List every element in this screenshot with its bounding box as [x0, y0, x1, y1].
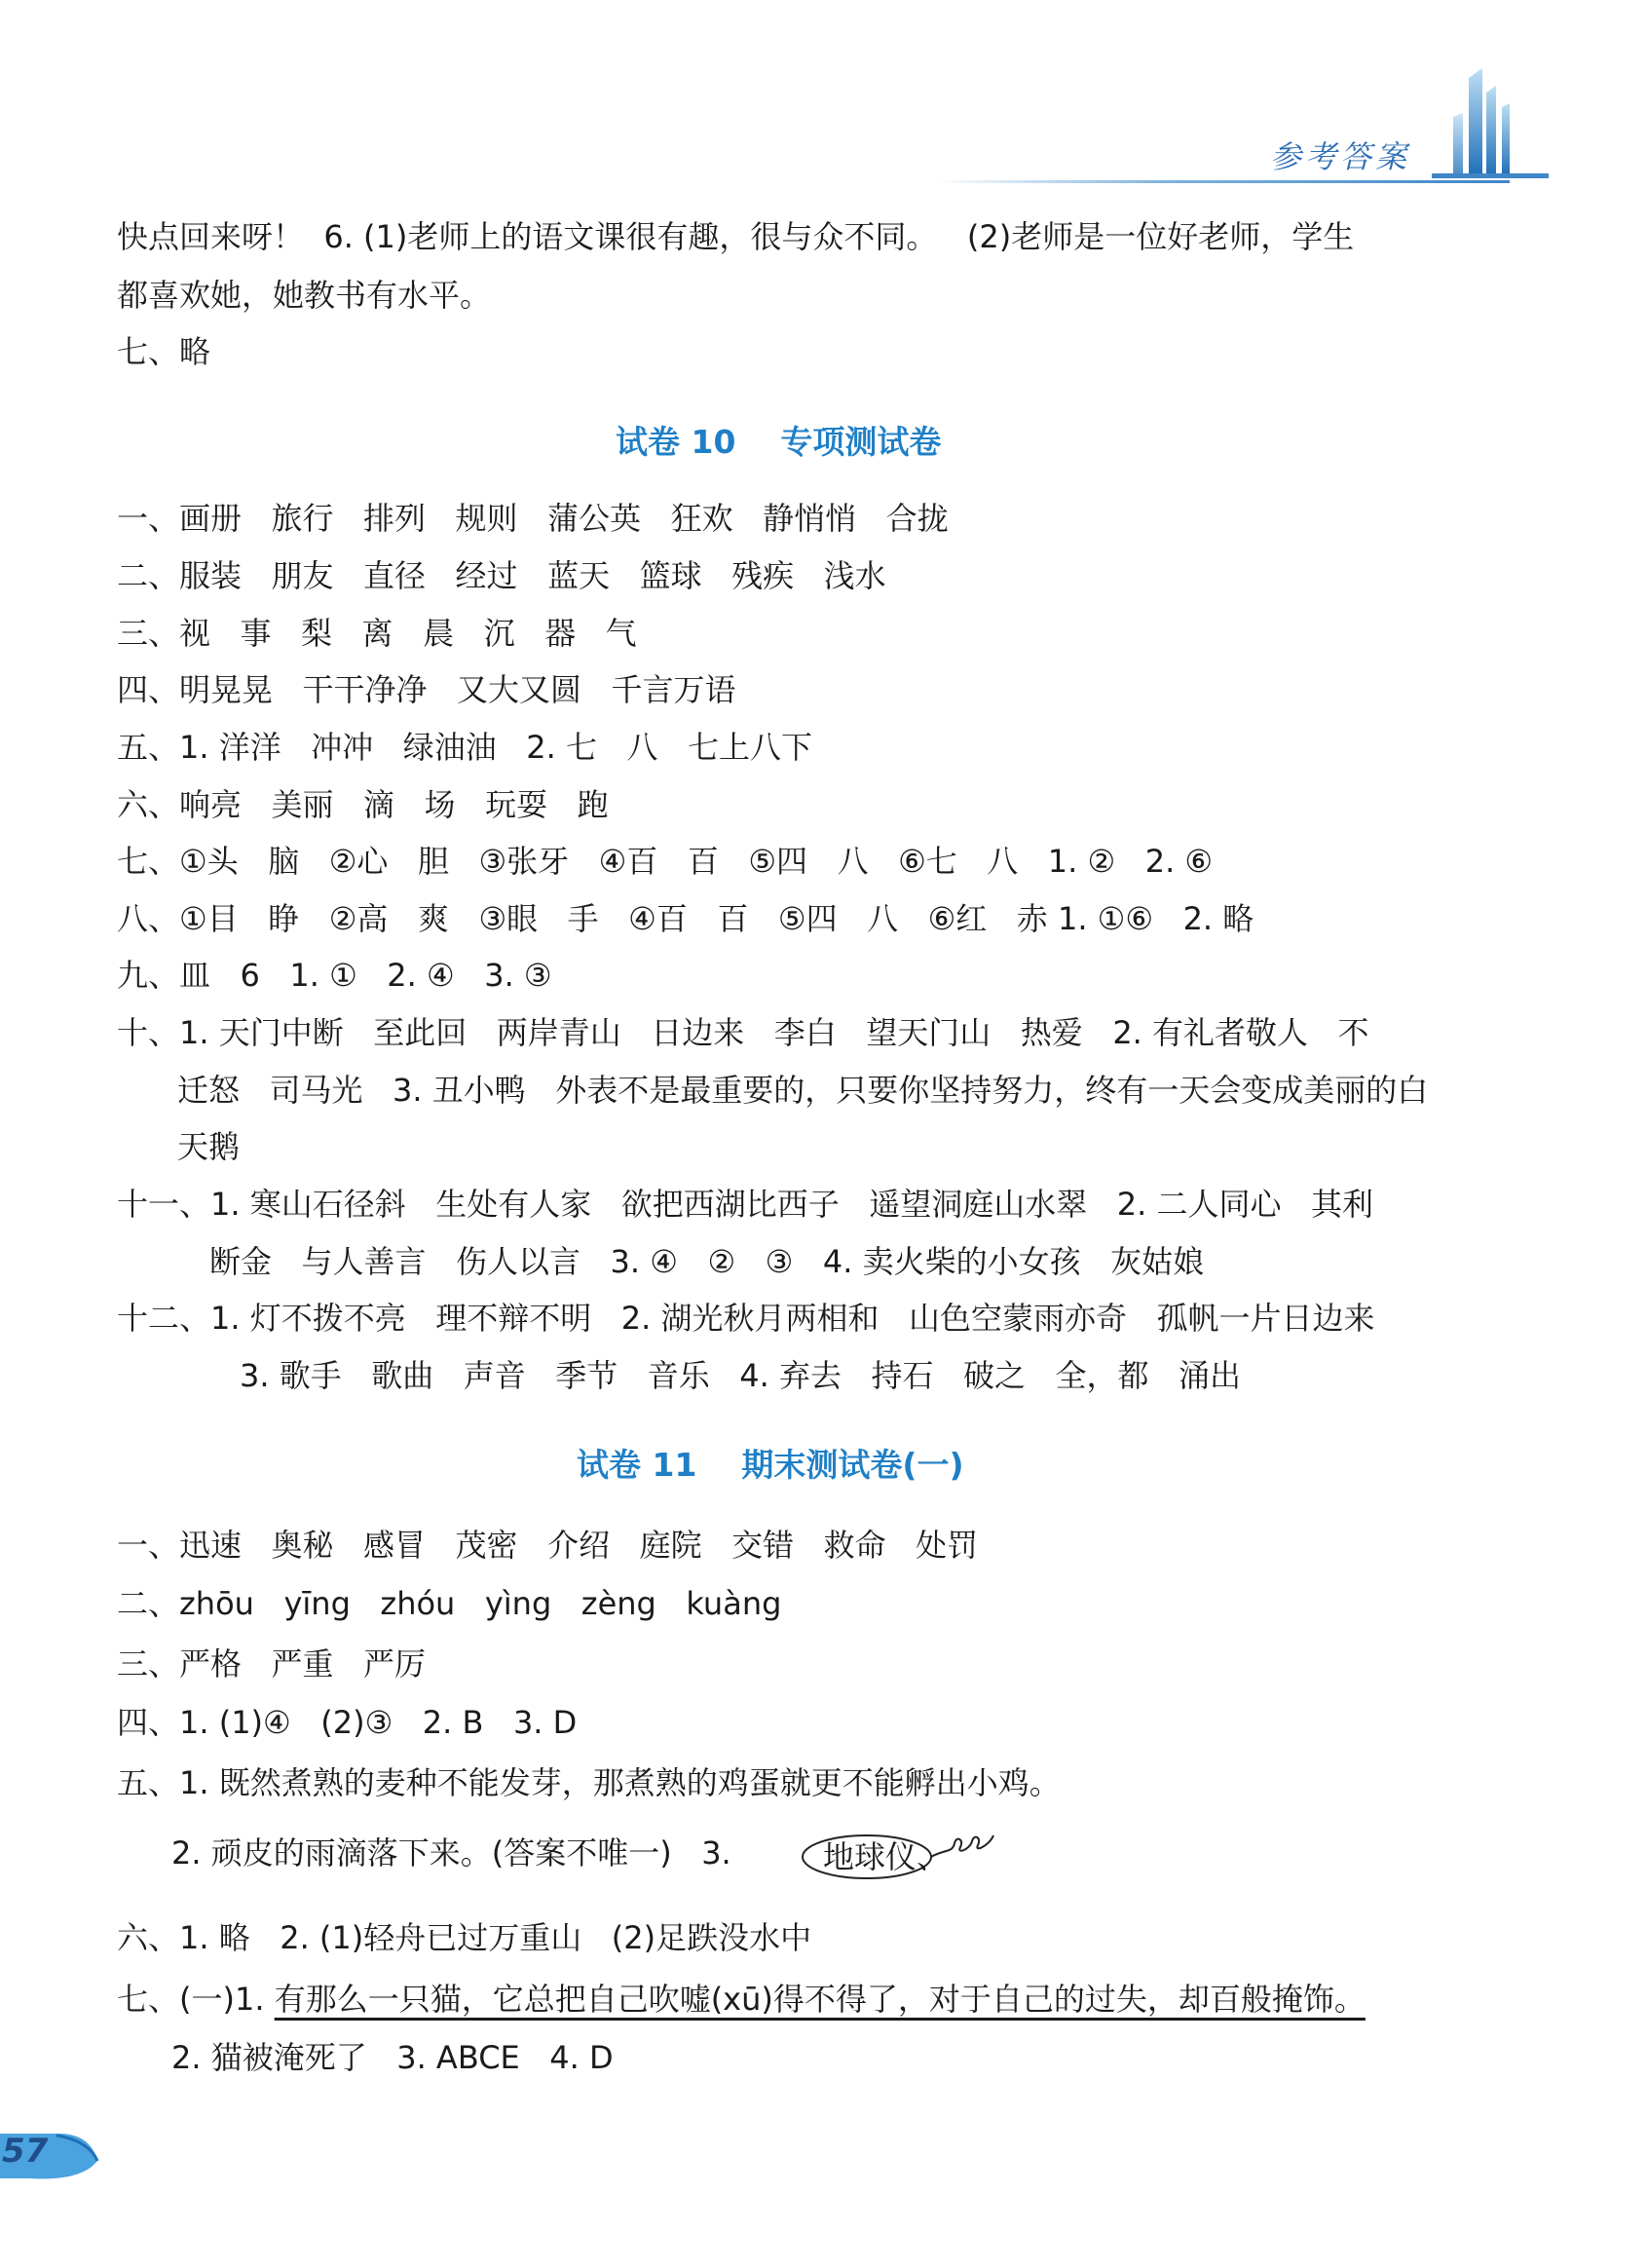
answer-line: 一、迅速 奥秘 感冒 茂密 介绍 庭院 交错 救命 处罚 — [117, 1527, 979, 1564]
section-title: 试卷 11 期末测试卷(一) — [577, 1446, 964, 1484]
answer-line: 三、严格 严重 严厉 — [117, 1645, 427, 1682]
answer-line: 八、①目 睁 ②高 爽 ③眼 手 ④百 百 ⑤四 八 ⑥红 赤 1. ①⑥ 2. 略 — [117, 900, 1254, 937]
answer-line: 十、1. 天门中断 至此回 两岸青山 日边来 李白 望天门山 热爱 2. 有礼者敬人 不 — [117, 1014, 1369, 1051]
answer-line: 七、①头 脑 ②心 胆 ③张牙 ④百 百 ⑤四 八 ⑥七 八 1. ② 2. ⑥ — [117, 843, 1214, 880]
answer-line: 十一、1. 寒山石径斜 生处有人家 欲把西湖比西子 遥望洞庭山水翠 2. 二人同心 其利 — [117, 1186, 1373, 1223]
answer-line: 九、皿 6 1. ① 2. ④ 3. ③ — [117, 957, 552, 994]
section-title: 试卷 10 专项测试卷 — [616, 423, 942, 461]
answer-line: 2. 猫被淹死了 3. ABCE 4. D — [171, 2039, 614, 2076]
answer-line: 3. 歌手 歌曲 声音 季节 音乐 4. 弃去 持石 破之 全，都 涌出 — [240, 1357, 1242, 1394]
answer-line: 2. 顽皮的雨滴落下来。(答案不唯一) 3. — [171, 1834, 741, 1871]
answer-line: 二、服装 朋友 直径 经过 蓝天 篮球 残疾 浅水 — [117, 557, 886, 594]
answer-line: 六、响亮 美丽 滴 场 玩耍 跑 — [117, 786, 609, 823]
answer-prefix: 七、(一)1. — [117, 1981, 275, 2018]
circled-answer: 地球仪、 — [823, 1838, 949, 1875]
building-logo-icon — [1432, 68, 1549, 190]
answer-line: 迁怒 司马光 3. 丑小鸭 外表不是最重要的，只要你坚持努力，终有一天会变成美丽的白 — [177, 1072, 1429, 1109]
answer-line — [117, 1981, 1366, 2018]
answer-line: 四、明晃晃 干干净净 又大又圆 千言万语 — [117, 671, 736, 708]
answer-line: 六、1. 略 2. (1)轻舟已过万重山 (2)足跌没水中 — [117, 1919, 812, 1956]
answer-line: 都喜欢她，她教书有水平。 — [117, 277, 492, 314]
answer-line: 七、略 — [117, 333, 211, 370]
answer-line: 四、1. (1)④ (2)③ 2. B 3. D — [117, 1704, 578, 1741]
answer-line: 二、zhōu yīng zhóu yìng zèng kuàng — [117, 1585, 782, 1622]
underlined-answer: 有那么一只猫，它总把自己吹嘘(xū)得不得了，对于自己的过失，却百般掩饰。 — [274, 1981, 1366, 2018]
answer-line: 一、画册 旅行 排列 规则 蒲公英 狂欢 静悄悄 合拢 — [117, 500, 949, 537]
answer-line: 快点回来呀！ 6. (1)老师上的语文课很有趣，很与众不同。 (2)老师是一位好老师，学生 — [117, 218, 1355, 255]
answer-line: 十二、1. 灯不拨不亮 理不辩不明 2. 湖光秋月两相和 山色空蒙雨亦奇 孤帆一片日边来 — [117, 1300, 1375, 1337]
answer-line: 五、1. 洋洋 冲冲 绿油油 2. 七 八 七上八下 — [117, 729, 812, 766]
header-rule — [935, 180, 1510, 183]
answer-line: 断金 与人善言 伤人以言 3. ④ ② ③ 4. 卖火柴的小女孩 灰姑娘 — [209, 1243, 1205, 1280]
answer-line: 天鹅 — [177, 1128, 241, 1165]
header-label: 参考答案 — [1270, 138, 1411, 175]
page-number: 57 — [2, 2132, 49, 2171]
answer-line: 五、1. 既然煮熟的麦种不能发芽，那煮熟的鸡蛋就更不能孵出小鸡。 — [117, 1764, 1061, 1801]
answer-line: 三、视 事 梨 离 晨 沉 器 气 — [117, 615, 637, 652]
